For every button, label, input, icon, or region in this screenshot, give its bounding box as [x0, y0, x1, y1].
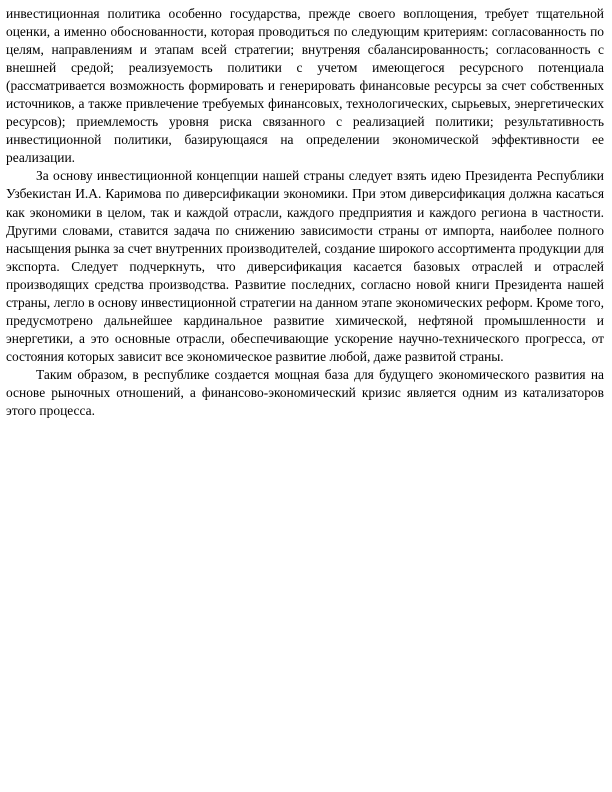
paragraph-conclusion: Таким образом, в республике создается мощная база для будущего экономического развития на основе рыночных отношений, а финансово-экономический кризис является одним из катализаторов этого процесса.	[6, 366, 604, 419]
document-page	[6, 5, 604, 420]
paragraph-continuation: инвестиционная политика особенно государства, прежде своего воплощения, требует тщательной оценки, а именно обоснованности, которая проводиться по следующим критериям: согласованность по целям, направлениям и этапам всей стратегии; внутреняя сбалансированность; согласованность с внешней средой; реализуемость политики с учетом имеющегося ресурсного потенциала (рассматривается возможность формировать и генерировать финансовые ресурсы за счет собственных источников, а также привлечение требуемых финансовых, технологических, сырьевых, энергетических ресурсов); приемлемость уровня риска связанного с реализацией политики; результативность инвестиционной политики, базирующаяся на определении экономической эффективности ее реализации.	[6, 6, 604, 166]
paragraph-diversification: За основу инвестиционной концепции нашей страны следует взять идею Президента Республики Узбекистан И.А. Каримова по диверсификации экономики. При этом диверсификация должна касаться как экономики в целом, так и каждой отрасли, каждого предприятия и каждого региона в частности. Другими словами, ставится задача по снижению зависимости страны от импорта, наиболее полного насыщения рынка за счет внутренних производителей, создание широкого ассортимента продукции для экспорта. Следует подчеркнуть, что диверсификация касается базовых отраслей и отраслей производящих средства производства. Развитие последних, согласно новой книги Президента нашей страны, легло в основу инвестиционной стратегии на данном этапе экономических реформ. Кроме того, предусмотрено дальнейшее кардинальное развитие химической, нефтяной промышленности и энергетики, а это основные отрасли, обеспечивающие ускорение научно-технического прогресса, от состояния которых зависит все экономическое развитие любой, даже развитой страны.	[6, 168, 604, 364]
